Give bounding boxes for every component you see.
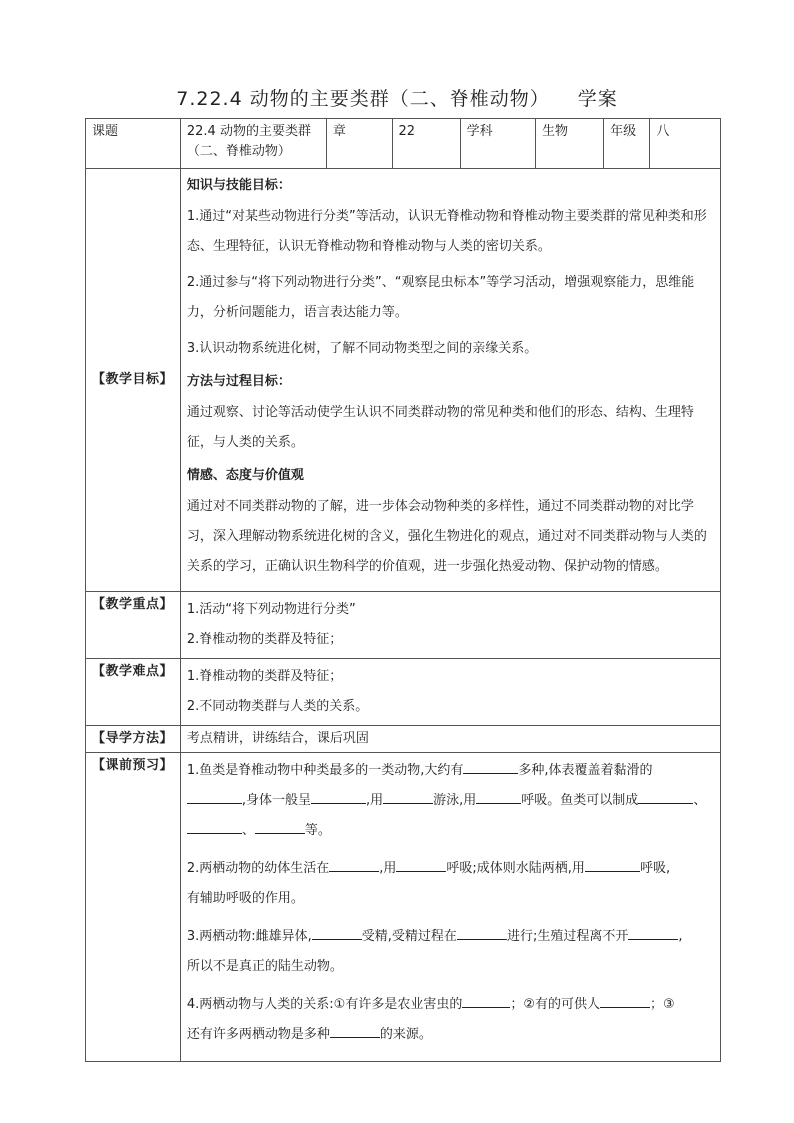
course-value: 22.4 动物的主要类群（二、脊椎动物） xyxy=(180,119,326,169)
chapter-value: 22 xyxy=(392,119,460,169)
fill-blank[interactable] xyxy=(187,789,242,804)
grade-label: 年级 xyxy=(604,119,650,169)
fill-blank[interactable] xyxy=(311,789,366,804)
knowledge-heading: 知识与技能目标： xyxy=(186,178,291,193)
fill-blank[interactable] xyxy=(600,993,650,1008)
difficulties-content xyxy=(180,659,720,726)
method-label: 【导学方法】 xyxy=(86,726,181,753)
key-point-1: 1.活动“将下列动物进行分类” xyxy=(186,602,356,617)
fill-blank[interactable] xyxy=(255,819,305,834)
key-points-label: 【教学重点】 xyxy=(86,592,181,659)
preview-question-4: 4.两栖动物与人类的关系:①有许多是农业害虫的 ；②有的可供人 ；③ 还有许多两栖动物是多种 的来源。 xyxy=(187,990,714,1050)
preview-row xyxy=(86,753,721,1062)
course-label: 课题 xyxy=(86,119,181,169)
preview-question-1: 1.鱼类是脊椎动物中种类最多的一类动物,大约有 多种,体表覆盖着黏滑的 ,身体一般呈 ,用 游泳,用 呼吸。鱼类可以制成 、 、 等。 xyxy=(187,756,714,846)
fill-blank[interactable] xyxy=(457,925,507,940)
fill-blank[interactable] xyxy=(476,789,521,804)
fill-blank[interactable] xyxy=(312,925,362,940)
knowledge-item-2: 2.通过参与“将下列动物进行分类”、“观察昆虫标本”等学习活动，增强观察能力，思维能力，分析问题能力，语言表达能力等。 xyxy=(186,275,695,320)
fill-blank[interactable] xyxy=(330,1023,380,1038)
knowledge-item-3: 3.认识动物系统进化树，了解不同动物类型之间的亲缘关系。 xyxy=(186,341,538,356)
subject-value: 生物 xyxy=(536,119,604,169)
method-row xyxy=(86,726,721,753)
fill-blank[interactable] xyxy=(329,857,379,872)
fill-blank[interactable] xyxy=(628,925,678,940)
fill-blank[interactable] xyxy=(187,819,242,834)
difficulty-2: 2.不同动物类群与人类的关系。 xyxy=(186,699,369,714)
difficulties-label: 【教学难点】 xyxy=(86,659,181,726)
fill-blank[interactable] xyxy=(383,789,433,804)
key-points-content xyxy=(180,592,720,659)
preview-question-2: 2.两栖动物的幼体生活在 ,用 呼吸;成体则水陆两栖,用 呼吸, 有辅助呼吸的作用。 xyxy=(187,854,714,914)
fill-blank[interactable] xyxy=(585,857,640,872)
fill-blank[interactable] xyxy=(463,759,518,774)
fill-blank[interactable] xyxy=(638,789,693,804)
emotion-item-1: 通过对不同类群动物的了解，进一步体会动物种类的多样性，通过不同类群动物的对比学习，深入理解动物系统进化树的含义，强化生物进化的观点，通过对不同类群动物与人类的关系的学习，正确认识生物科学的价值观，进一步强化热爱动物、保护动物的情感。 xyxy=(186,499,707,574)
grade-value: 八 xyxy=(650,119,721,169)
preview-label: 【课前预习】 xyxy=(86,753,181,1062)
preview-question-3: 3.两栖动物:雌雄异体, 受精,受精过程在 进行;生殖过程离不开 , 所以不是真正的陆生动物。 xyxy=(187,922,714,982)
title-suffix: 学案 xyxy=(577,88,618,110)
header-row xyxy=(86,119,721,169)
fill-blank[interactable] xyxy=(396,857,446,872)
goals-label: 【教学目标】 xyxy=(86,169,181,592)
difficulty-1: 1.脊椎动物的类群及特征； xyxy=(186,669,343,684)
page-title xyxy=(0,84,794,111)
method-heading: 方法与过程目标： xyxy=(186,374,291,389)
fill-blank[interactable] xyxy=(462,993,510,1008)
goals-content xyxy=(180,169,720,592)
preview-content xyxy=(180,753,720,1062)
key-point-2: 2.脊椎动物的类群及特征； xyxy=(186,632,343,647)
goals-row xyxy=(86,169,721,592)
difficulties-row xyxy=(86,659,721,726)
method-item-1: 通过观察、讨论等活动使学生认识不同类群动物的常见种类和他们的形态、结构、生理特征，与人类的关系。 xyxy=(186,405,694,450)
method-value: 考点精讲，讲练结合，课后巩固 xyxy=(180,726,720,753)
knowledge-item-1: 1.通过“对某些动物进行分类”等活动，认识无脊椎动物和脊椎动物主要类群的常见种类和形态、生理特征，认识无脊椎动物和脊椎动物与人类的密切关系。 xyxy=(186,209,707,254)
subject-label: 学科 xyxy=(460,119,535,169)
key-points-row xyxy=(86,592,721,659)
chapter-label: 章 xyxy=(326,119,392,169)
lesson-plan-table xyxy=(85,118,721,1062)
title-main: 7.22.4 动物的主要类群（二、脊椎动物） xyxy=(176,88,550,110)
emotion-heading: 情感、态度与价值观 xyxy=(186,468,304,483)
